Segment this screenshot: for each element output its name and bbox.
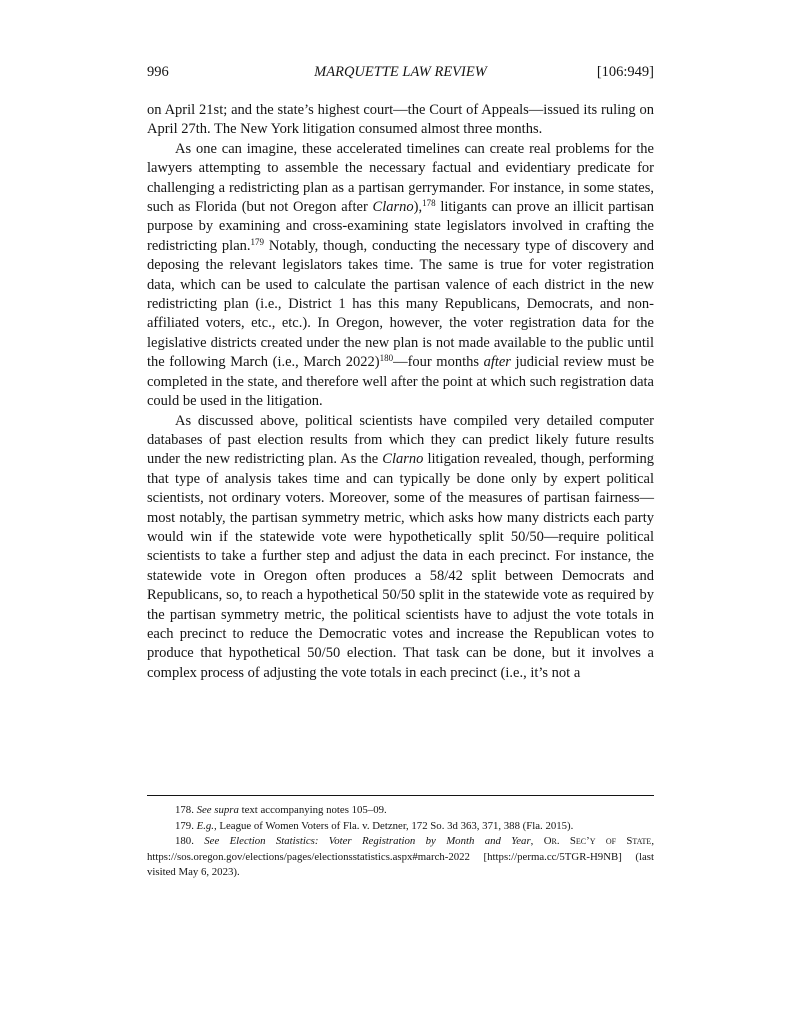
case-name-clarno: Clarno bbox=[372, 199, 414, 216]
footnote-number: 180. bbox=[175, 835, 194, 847]
source-title: See Election Statistics: Voter Registration by Month and Year bbox=[204, 835, 531, 847]
paragraph-1: on April 21st; and the state’s highest court—the Court of Appeals—issued its ruling on April 27th. The New York litigation consumed almost three months. bbox=[147, 102, 654, 138]
page-number: 996 bbox=[147, 64, 169, 80]
footnote-ref-179[interactable]: 179 bbox=[250, 236, 265, 247]
paragraph-2-text-c: litigants can prove an illicit partisan purpose by examining and cross-examining state legislators involved in crafting the redistricting plan. bbox=[147, 199, 654, 254]
footnote-number: 179. bbox=[175, 819, 194, 832]
emphasis-after: after bbox=[483, 354, 511, 371]
footnote-text: text accompanying notes 105–09. bbox=[238, 804, 387, 816]
footnote-text[interactable]: , https://sos.oregon.gov/elections/pages/electionsstatistics.aspx#march-2022 [https://perma.cc/5TGR-H9NB] (last visited May 6, 2023). bbox=[147, 835, 655, 878]
volume-citation: [106:949] bbox=[596, 64, 654, 80]
footnote-divider bbox=[147, 795, 654, 796]
paragraph-2-text-f: judicial review must be completed in the state, and therefore well after the point at which such registration data could be used in the litigation. bbox=[147, 354, 655, 410]
footnotes bbox=[147, 803, 654, 881]
paragraph-2-text-b: ), bbox=[413, 199, 423, 216]
journal-title: MARQUETTE LAW REVIEW bbox=[314, 64, 487, 80]
source-author: Or. Sec’y of State bbox=[543, 835, 652, 847]
footnote-ref-178[interactable]: 178 bbox=[422, 198, 436, 209]
paragraph-2-text-d: Notably, though, conducting the necessary type of discovery and deposing the relevant legislators takes time. The same is true for voter registration data, which can be used to calculate the partisan valence of each district in the new redistricting plan (i.e., District 1 has this many Republicans, Democrats, and non-affiliated voters, etc., etc.). In Oregon, however, the voter registration data for the legislative districts created under the new plan is not made available to the public until the following March (i.e., March 2022) bbox=[147, 237, 655, 371]
paragraph-3-text-a: As discussed above, political scientists have compiled very detailed computer databases of past election results from which they can predict likely future results under the new redistricting plan. As the bbox=[147, 412, 654, 468]
footnote-178 bbox=[147, 803, 654, 819]
running-header bbox=[147, 63, 654, 81]
paragraph-2 bbox=[147, 140, 654, 412]
page bbox=[147, 0, 654, 1035]
footnote-179 bbox=[147, 819, 654, 835]
footnote-text: League of Women Voters of Fla. v. Detzner, 172 So. 3d 363, 371, 388 (Fla. 2015). bbox=[216, 819, 574, 832]
paragraph-2-text-e: —four months bbox=[393, 354, 484, 371]
paragraph-2-text-a: As one can imagine, these accelerated timelines can create real problems for the lawyers attempting to assemble the necessary factual and evidentiary predicate for challenging a redistricting plan as a partisan gerrymander. For instance, in some states, such as Florida (but not Oregon after bbox=[147, 140, 654, 216]
separator: , bbox=[530, 835, 544, 847]
footnote-number: 178. bbox=[175, 804, 194, 816]
paragraph-3 bbox=[147, 412, 654, 684]
body-text bbox=[147, 101, 654, 683]
case-name-clarno: Clarno bbox=[382, 451, 424, 468]
footnote-180 bbox=[147, 834, 654, 881]
paragraph-3-text-b: litigation revealed, though, performing that type of analysis takes time and can typically be done only by expert political scientists, not ordinary voters. Moreover, some of the measures of partisan fairness—most notably, the partisan symmetry metric, which asks how many districts each party would win if the statewide vote were hypothetically split 50/50—require political scientists to take a further step and adjust the data in each precinct. For instance, the statewide vote in Oregon often produces a 58/42 split between Democrats and Republicans, so, to reach a hypothetical 50/50 split in the statewide vote as required by the partisan symmetry metric, the political scientists have to adjust the vote totals in each precinct to reduce the Democratic votes and increase the Republican votes to produce that hypothetical 50/50 election. That task can be done, but it involves a complex process of adjusting the vote totals in each precinct (i.e., it’s not a bbox=[147, 451, 654, 681]
citation-signal: E.g., bbox=[196, 819, 217, 832]
footnote-ref-180[interactable]: 180 bbox=[379, 353, 394, 364]
citation-signal: See supra bbox=[196, 804, 239, 816]
